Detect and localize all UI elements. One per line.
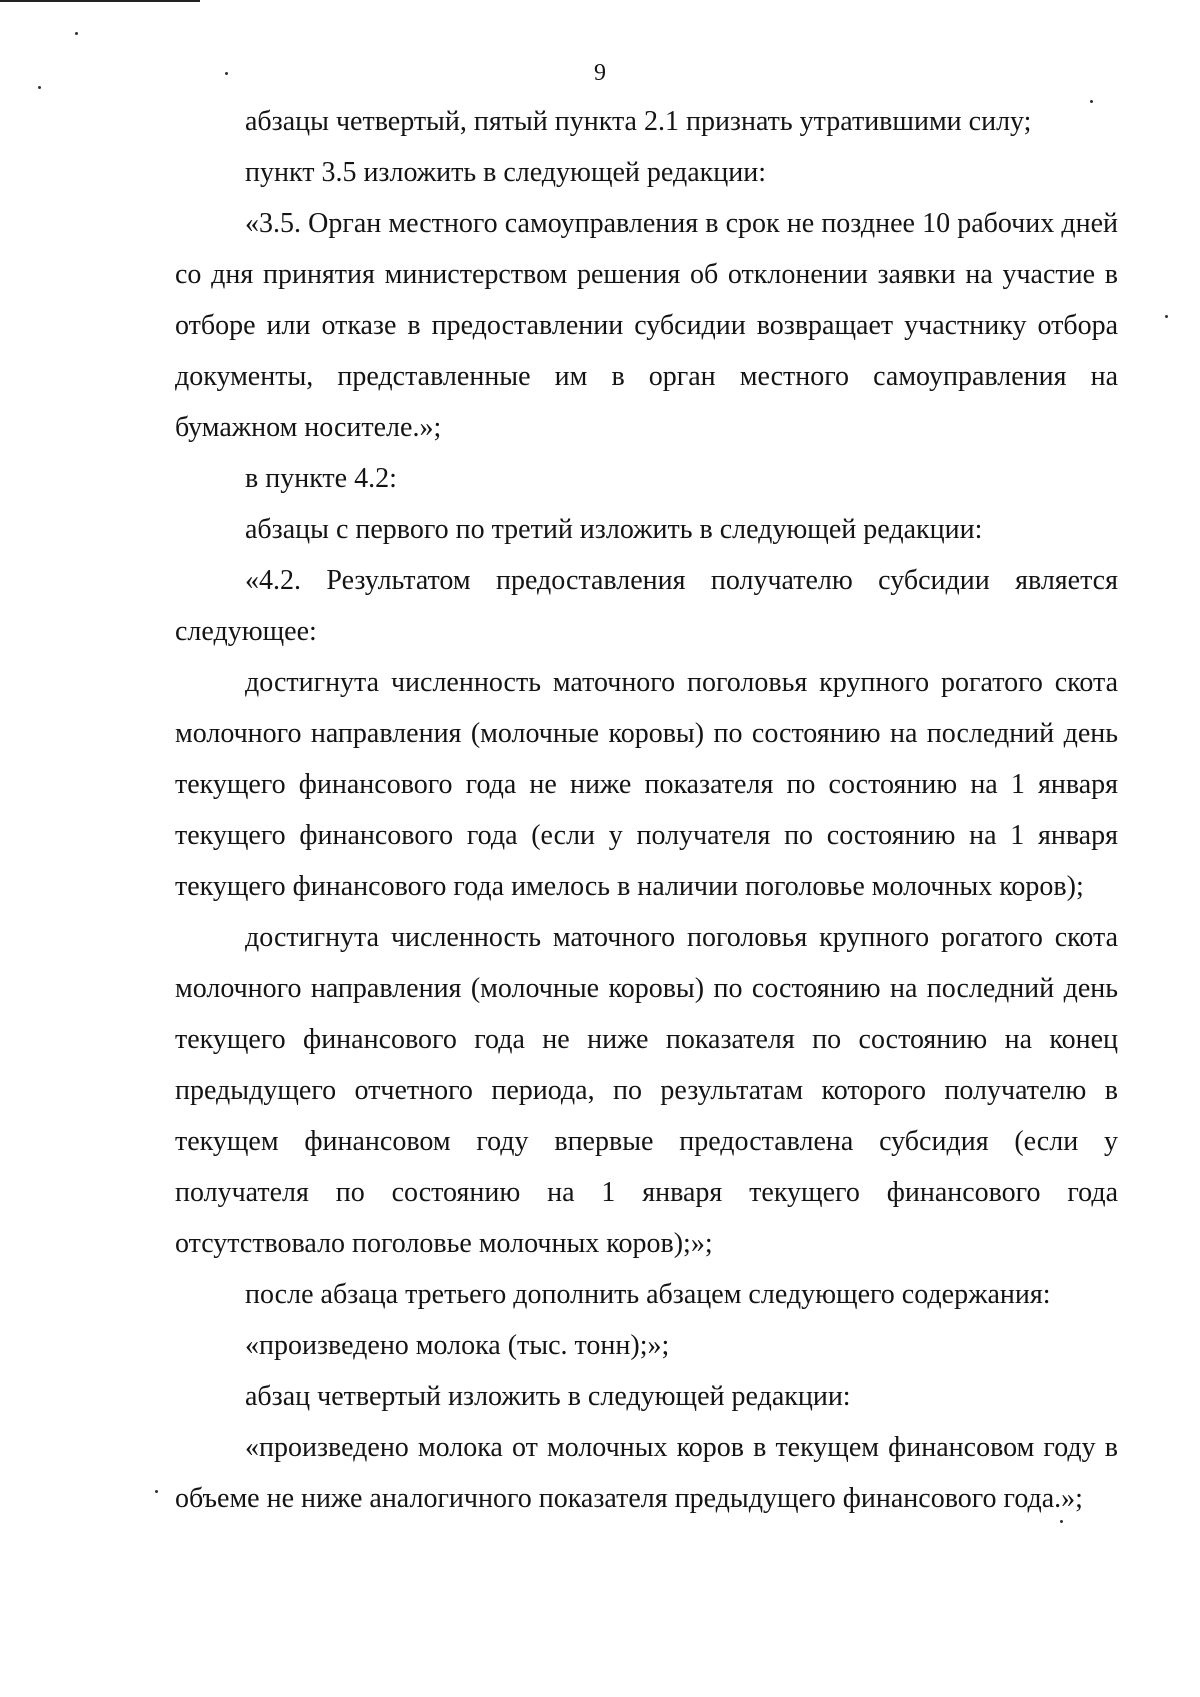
paragraph: абзацы четвертый, пятый пункта 2.1 признать утратившими силу;: [245, 106, 1032, 137]
scan-speck: [155, 1490, 158, 1493]
paragraph: пункт 3.5 изложить в следующей редакции:: [245, 157, 766, 188]
paragraph: «4.2. Результатом предоставления получателю субсидии является следующее:: [175, 565, 1118, 647]
scan-edge-mark: [0, 0, 200, 2]
paragraph: «3.5. Орган местного самоуправления в срок не позднее 10 рабочих дней со дня принятия министерством решения об отклонении заявки на участие в отборе или отказе в предоставлении субсидии возвращает участнику отбора документы, представленные им в орган местного самоуправления на бумажном носителе.»;: [175, 208, 1118, 443]
paragraph: в пункте 4.2:: [245, 463, 397, 494]
document-body: [175, 96, 1118, 1524]
paragraph: «произведено молока (тыс. тонн);»;: [245, 1330, 670, 1361]
page-number: 9: [594, 60, 606, 86]
paragraph: абзацы с первого по третий изложить в следующей редакции:: [245, 514, 983, 545]
scan-speck: [75, 32, 78, 35]
paragraph: достигнута численность маточного поголовья крупного рогатого скота молочного направления (молочные коровы) по состоянию на последний день текущего финансового года не ниже показателя по состоянию на 1 января текущего финансового года (если у получателя по состоянию на 1 января текущего финансового года имелось в наличии поголовье молочных коров);: [175, 667, 1118, 902]
paragraph: достигнута численность маточного поголовья крупного рогатого скота молочного направления (молочные коровы) по состоянию на последний день текущего финансового года не ниже показателя по состоянию на конец предыдущего отчетного периода, по результатам которого получателю в текущем финансовом году впервые предоставлена субсидия (если у получателя по состоянию на 1 января текущего финансового года отсутствовало поголовье молочных коров);»;: [175, 922, 1118, 1259]
paragraph: после абзаца третьего дополнить абзацем следующего содержания:: [245, 1279, 1051, 1310]
paragraph: «произведено молока от молочных коров в текущем финансовом году в объеме не ниже аналогичного показателя предыдущего финансового года.»;: [175, 1432, 1118, 1514]
scan-speck: [1165, 315, 1168, 318]
paragraph: абзац четвертый изложить в следующей редакции:: [245, 1381, 851, 1412]
